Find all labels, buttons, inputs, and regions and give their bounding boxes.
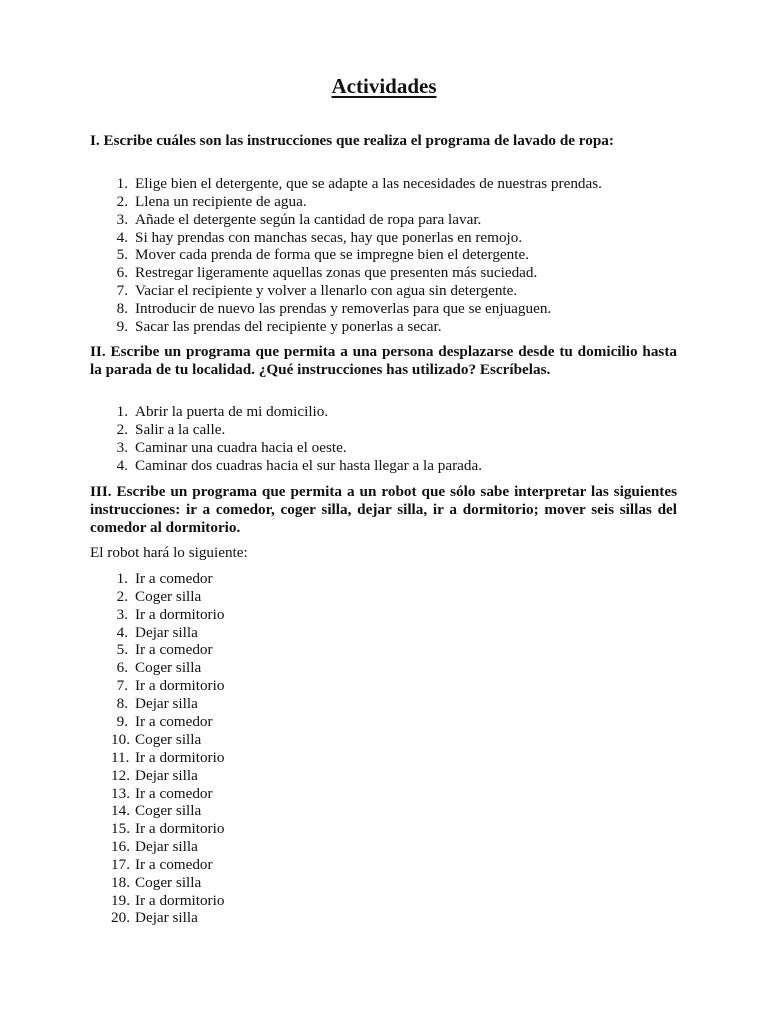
list-item — [90, 439, 690, 457]
list-item-number: 9. — [116, 712, 128, 730]
list-item — [90, 749, 690, 767]
section-3-heading: III. Escribe un programa que permita a un robot que sólo sabe interpretar las siguientes instrucciones: ir a comedor, coger silla, dejar silla, ir a dormitorio; mover seis sillas del comedor al dormitorio. — [90, 483, 677, 536]
section-1-list — [90, 175, 690, 336]
list-item-text: Coger silla — [135, 587, 202, 605]
list-item — [90, 624, 690, 642]
list-item-text: Llena un recipiente de agua. — [135, 192, 307, 210]
section-1-heading: I. Escribe cuáles son las instrucciones que realiza el programa de lavado de ropa: — [90, 132, 614, 149]
list-item-text: Vaciar el recipiente y volver a llenarlo con agua sin detergente. — [135, 282, 518, 300]
list-item-number: 8. — [116, 299, 128, 317]
list-item-number: 4. — [116, 228, 128, 246]
list-item-number: 7. — [116, 282, 128, 300]
list-item — [90, 300, 690, 318]
list-item — [90, 767, 690, 785]
list-item-number: 1. — [116, 175, 128, 192]
list-item-text: Ir a dormitorio — [135, 820, 225, 838]
list-item — [90, 892, 690, 910]
list-item-number: 13. — [111, 784, 130, 802]
list-item-number: 5. — [116, 641, 128, 659]
list-item-text: Ir a comedor — [135, 712, 213, 730]
list-item — [90, 802, 690, 820]
list-item — [90, 838, 690, 856]
list-item-text: Restregar ligeramente aquellas zonas que presenten más suciedad. — [135, 264, 538, 282]
list-item-number: 1. — [116, 403, 128, 420]
list-item — [90, 785, 690, 803]
list-item-number: 10. — [111, 731, 130, 748]
list-item — [90, 421, 690, 439]
list-item — [90, 246, 690, 264]
list-item-text: Mover cada prenda de forma que se impregne bien el detergente. — [135, 246, 529, 264]
list-item-text: Dejar silla — [135, 766, 198, 784]
list-item — [90, 641, 690, 659]
section-3-list-continued — [90, 731, 690, 927]
list-item-number: 9. — [116, 317, 128, 335]
section-2-list — [90, 403, 690, 474]
list-item-number: 19. — [111, 891, 130, 909]
section-3-list — [90, 570, 690, 731]
list-item-number: 3. — [116, 605, 128, 623]
list-item — [90, 457, 690, 475]
list-item-text: Dejar silla — [135, 838, 198, 856]
section-2-heading: II. Escribe un programa que permita a una persona desplazarse desde tu domicilio hasta la parada de tu localidad. ¿Qué instrucciones has utilizado? Escríbelas. — [90, 343, 677, 378]
list-item-text: Ir a dormitorio — [135, 677, 225, 695]
list-item-number: 6. — [116, 264, 128, 282]
list-item-number: 6. — [116, 659, 128, 677]
list-item-text: Ir a dormitorio — [135, 605, 225, 623]
section-3-intro: El robot hará lo siguiente: — [90, 544, 248, 561]
list-item-number: 17. — [111, 855, 130, 873]
list-item — [90, 856, 690, 874]
page-title: Actividades — [331, 74, 437, 98]
list-item-text: Salir a la calle. — [135, 420, 226, 438]
list-item-number: 4. — [116, 623, 128, 641]
list-item-text: Si hay prendas con manchas secas, hay que ponerlas en remojo. — [135, 228, 523, 246]
list-item-number: 2. — [116, 420, 128, 438]
list-item-text: Elige bien el detergente, que se adapte a las necesidades de nuestras prendas. — [135, 175, 602, 192]
list-item-text: Ir a comedor — [135, 784, 213, 802]
list-item-number: 14. — [111, 802, 130, 820]
list-item — [90, 606, 690, 624]
list-item — [90, 403, 690, 421]
list-item-number: 12. — [111, 766, 130, 784]
list-item-number: 7. — [116, 677, 128, 695]
list-item — [90, 588, 690, 606]
list-item — [90, 282, 690, 300]
list-item-number: 16. — [111, 838, 130, 856]
list-item-text: Caminar dos cuadras hacia el sur hasta llegar a la parada. — [135, 456, 483, 474]
list-item — [90, 713, 690, 731]
list-item — [90, 229, 690, 247]
list-item-text: Introducir de nuevo las prendas y removerlas para que se enjuaguen. — [135, 299, 552, 317]
list-item-number: 18. — [111, 873, 130, 891]
list-item — [90, 175, 690, 193]
list-item-text: Dejar silla — [135, 694, 198, 712]
list-item-text: Añade el detergente según la cantidad de ropa para lavar. — [135, 210, 482, 228]
list-item — [90, 318, 690, 336]
list-item — [90, 264, 690, 282]
list-item-text: Coger silla — [135, 873, 202, 891]
list-item — [90, 731, 690, 749]
list-item-number: 3. — [116, 438, 128, 456]
list-item — [90, 677, 690, 695]
list-item-text: Dejar silla — [135, 623, 198, 641]
list-item — [90, 570, 690, 588]
list-item — [90, 695, 690, 713]
list-item-number: 11. — [111, 748, 130, 766]
list-item-text: Coger silla — [135, 802, 202, 820]
list-item — [90, 909, 690, 927]
list-item-text: Ir a comedor — [135, 641, 213, 659]
list-item — [90, 193, 690, 211]
list-item-text: Caminar una cuadra hacia el oeste. — [135, 438, 347, 456]
list-item-number: 15. — [111, 820, 130, 838]
list-item — [90, 211, 690, 229]
list-item-text: Ir a comedor — [135, 570, 213, 587]
list-item — [90, 820, 690, 838]
list-item-number: 5. — [116, 246, 128, 264]
list-item-text: Ir a dormitorio — [135, 748, 225, 766]
list-item-text: Ir a comedor — [135, 855, 213, 873]
list-item-number: 1. — [116, 570, 128, 587]
list-item-text: Abrir la puerta de mi domicilio. — [135, 403, 329, 420]
list-item-text: Ir a dormitorio — [135, 891, 225, 909]
list-item — [90, 659, 690, 677]
list-item — [90, 874, 690, 892]
list-item-number: 20. — [111, 909, 130, 927]
list-item-number: 2. — [116, 192, 128, 210]
list-item-number: 3. — [116, 210, 128, 228]
list-item-number: 8. — [116, 694, 128, 712]
list-item-number: 2. — [116, 587, 128, 605]
list-item-text: Sacar las prendas del recipiente y ponerlas a secar. — [135, 317, 442, 335]
list-item-text: Coger silla — [135, 659, 202, 677]
list-item-text: Dejar silla — [135, 909, 198, 927]
list-item-text: Coger silla — [135, 731, 202, 748]
list-item-number: 4. — [116, 456, 128, 474]
